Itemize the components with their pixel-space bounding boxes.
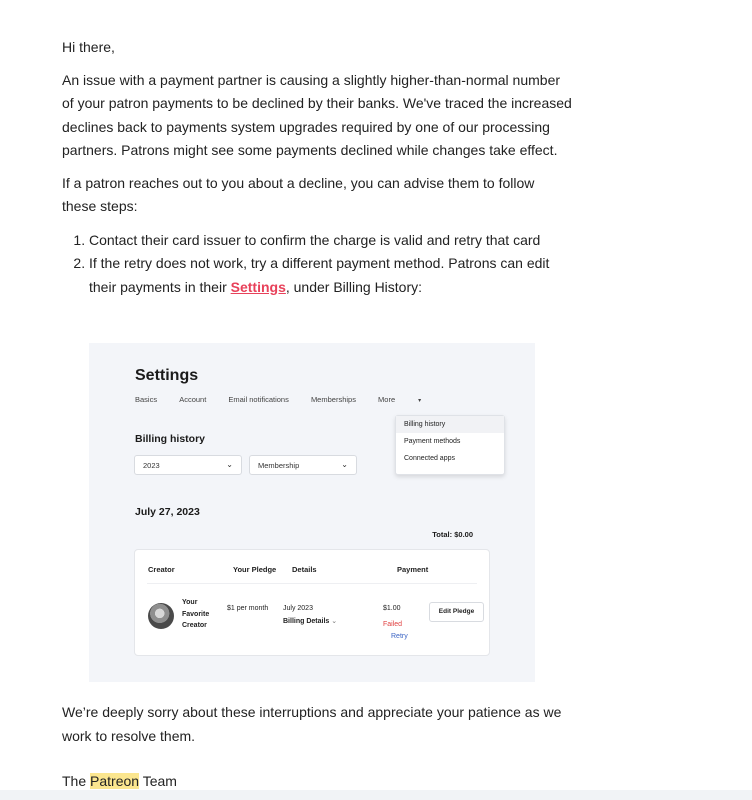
closing-paragraph: We’re deeply sorry about these interruptions and appreciate your patience as we work to resolve them. — [62, 704, 562, 744]
chevron-down-icon: ⌄ — [226, 460, 233, 469]
table-divider — [147, 583, 477, 584]
more-dropdown-menu — [395, 415, 505, 475]
menu-item-connected-apps: Connected apps — [404, 455, 455, 462]
tab-more-label: More — [378, 395, 396, 404]
header-creator: Creator — [148, 565, 175, 574]
avatar — [148, 603, 174, 629]
greeting: Hi there, — [62, 39, 115, 55]
settings-title: Settings — [135, 367, 199, 384]
menu-item-payment-methods: Payment methods — [404, 438, 461, 445]
edit-pledge-button: Edit Pledge — [429, 602, 484, 622]
billing-date: July 27, 2023 — [135, 506, 200, 518]
billing-total: Total: $0.00 — [432, 530, 473, 539]
tab-email-notifications: Email notifications — [228, 395, 289, 404]
status-badge: Failed — [383, 621, 403, 628]
details-date: July 2023 — [283, 605, 313, 612]
settings-tabs — [135, 395, 461, 404]
step-2-text: If the retry does not work, try a different payment method. Patrons can edit their payments in their — [89, 255, 550, 295]
patreon-highlight: Patreon — [90, 773, 140, 789]
paragraph-advice: If a patron reaches out to you about a decline, you can advise them to follow these steps: — [62, 174, 535, 214]
creator-name-line-1: Your — [182, 599, 198, 606]
creator-name-line-2: Favorite — [182, 610, 210, 618]
signoff-prefix: The — [62, 773, 91, 789]
type-select-value: Membership — [258, 461, 300, 470]
email-body — [62, 36, 572, 299]
billing-table — [134, 549, 490, 656]
tab-basics: Basics — [135, 395, 158, 404]
step-2-suffix: , under Billing History: — [285, 278, 423, 295]
settings-screenshot — [89, 343, 535, 682]
settings-link[interactable]: Settings — [230, 278, 286, 295]
creator-name — [182, 597, 209, 632]
billing-details-link — [283, 616, 337, 628]
retry-link: Retry — [391, 633, 408, 640]
billing-history-heading: Billing history — [135, 433, 206, 445]
tab-account: Account — [179, 395, 207, 404]
year-select-value: 2023 — [143, 461, 160, 470]
step-1: 1. Contact their card issuer to confirm the charge is valid and retry that card — [89, 229, 572, 253]
steps-list — [89, 229, 572, 300]
caret-down-icon: ▾ — [418, 398, 422, 404]
type-select — [249, 455, 357, 475]
paragraph-issue: An issue with a payment partner is causing a slightly higher-than-normal number of your patron payments to be declined by their banks. We've traced the increased declines back to payments system upgrades required by one of our processing partners. Patrons might see some payments declined while changes take effect. — [62, 71, 572, 158]
step-2 — [89, 252, 572, 299]
billing-details-label: Billing Details — [283, 618, 330, 625]
menu-item-billing-history: Billing history — [396, 416, 504, 433]
header-details: Details — [292, 565, 317, 574]
tab-more — [378, 395, 441, 404]
header-your-pledge: Your Pledge — [233, 565, 277, 574]
year-select — [134, 455, 242, 475]
chevron-down-icon: ⌄ — [341, 460, 348, 469]
tab-memberships: Memberships — [310, 395, 356, 404]
chevron-down-icon: ⌄ — [331, 618, 338, 625]
payment-amount: $1.00 — [383, 605, 401, 612]
pledge-amount: $1 per month — [227, 605, 269, 612]
signoff-suffix: Team — [139, 773, 177, 789]
creator-name-line-3: Creator — [182, 622, 207, 629]
footer-band — [0, 790, 752, 800]
header-payment: Payment — [397, 565, 429, 574]
